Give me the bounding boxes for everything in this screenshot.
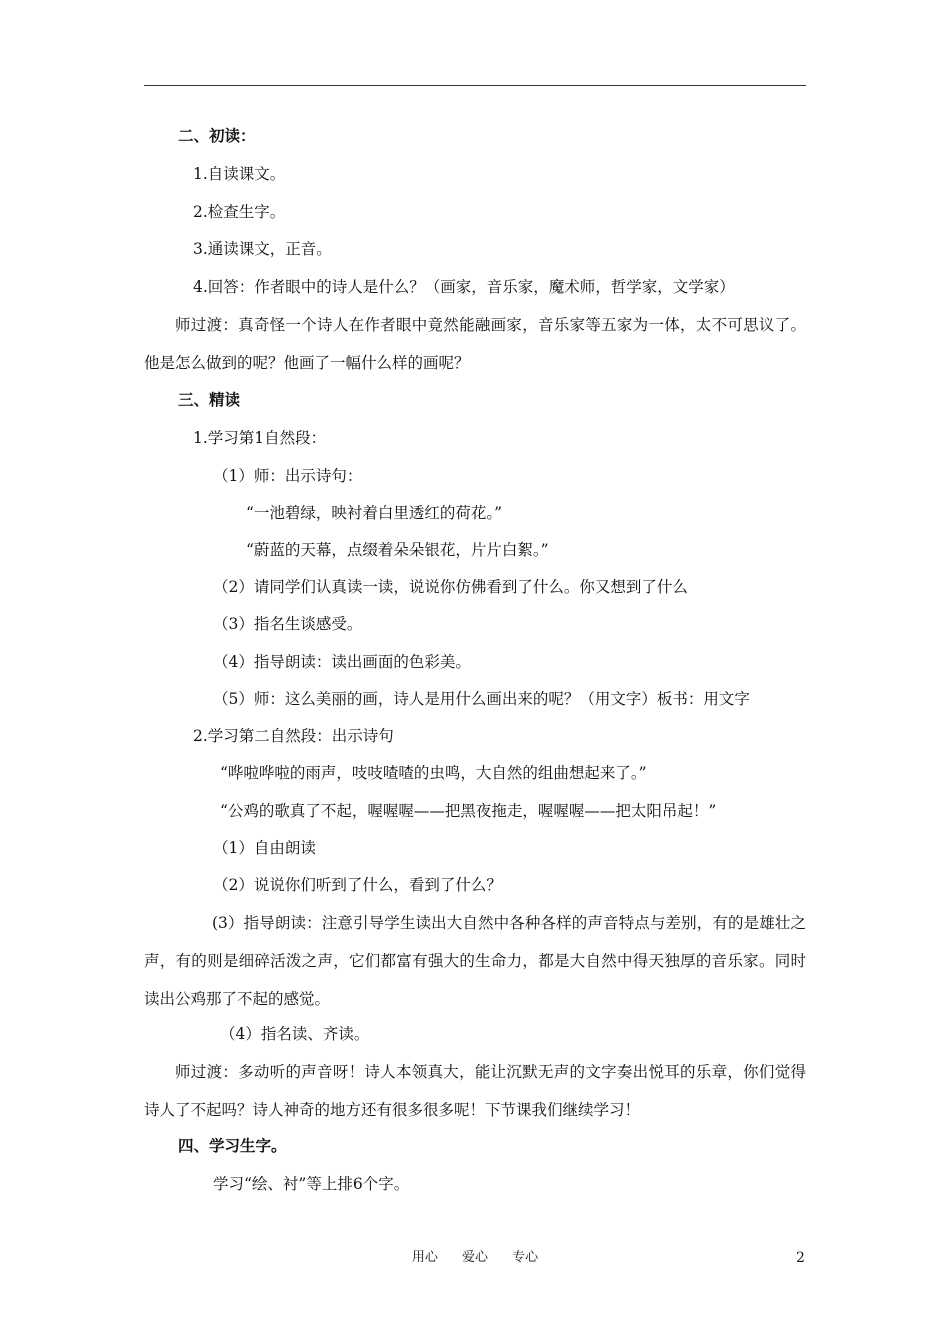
section-heading-characters: 四、学习生字。 bbox=[178, 1136, 287, 1155]
list-item: 1.自读课文。 bbox=[193, 165, 286, 183]
list-item: （2）说说你们听到了什么，看到了什么？ bbox=[213, 876, 502, 894]
poem-quote: “哗啦哗啦的雨声，吱吱喳喳的虫鸣，大自然的组曲想起来了。” bbox=[220, 764, 647, 782]
list-item: （2）请同学们认真读一读，说说你仿佛看到了什么。你又想到了什么 bbox=[213, 578, 688, 596]
transition-paragraph: 师过渡：真奇怪一个诗人在作者眼中竟然能融画家，音乐家等五家为一体，太不可思议了。他是怎么做到的呢？他画了一幅什么样的画呢？ bbox=[144, 316, 806, 372]
footer-word: 爱心 bbox=[461, 1250, 488, 1265]
page-number: 2 bbox=[796, 1250, 805, 1266]
footer-word: 用心 bbox=[411, 1250, 438, 1265]
header-rule bbox=[144, 85, 806, 86]
subsection-title: 1.学习第1自然段： bbox=[193, 429, 327, 447]
subsection-title: 2.学习第二自然段：出示诗句 bbox=[193, 727, 394, 745]
list-item: （1）师：出示诗句： bbox=[213, 467, 363, 485]
body-text: 学习“绘、衬”等上排6个字。 bbox=[213, 1175, 410, 1193]
section-heading-close-reading: 三、精读 bbox=[178, 390, 241, 409]
guided-reading-paragraph: (3）指导朗读：注意引导学生读出大自然中各种各样的声音特点与差别，有的是雄壮之声，有的则是细碎活泼之声，它们都富有强大的生命力，都是大自然中得天独厚的音乐家。同时读出公鸡那了不起的感觉。 bbox=[144, 914, 806, 1008]
poem-quote: “蔚蓝的天幕，点缀着朵朵银花，片片白絮。” bbox=[246, 541, 549, 559]
list-item: （5）师：这么美丽的画，诗人是用什么画出来的呢？（用文字）板书：用文字 bbox=[213, 690, 750, 708]
footer-word: 专心 bbox=[512, 1250, 539, 1265]
transition-paragraph: 师过渡：多动听的声音呀！诗人本领真大，能让沉默无声的文字奏出悦耳的乐章，你们觉得诗人了不起吗？诗人神奇的地方还有很多很多呢！下节课我们继续学习！ bbox=[144, 1063, 806, 1119]
list-item: （1）自由朗读 bbox=[213, 839, 316, 857]
list-item: （3）指名生谈感受。 bbox=[213, 615, 363, 633]
list-item: （4）指名读、齐读。 bbox=[220, 1025, 370, 1043]
list-item: 2.检查生字。 bbox=[193, 203, 286, 221]
list-item: 4.回答：作者眼中的诗人是什么？（画家，音乐家，魔术师，哲学家，文学家） bbox=[193, 278, 735, 296]
list-item: （4）指导朗读：读出画面的色彩美。 bbox=[213, 653, 471, 671]
section-heading-first-reading: 二、初读： bbox=[178, 126, 256, 145]
list-item: 3.通读课文，正音。 bbox=[193, 240, 332, 258]
footer bbox=[0, 1249, 950, 1267]
poem-quote: “一池碧绿，映衬着白里透红的荷花。” bbox=[246, 504, 503, 522]
poem-quote: “公鸡的歌真了不起，喔喔喔——把黑夜拖走，喔喔喔——把太阳吊起！” bbox=[220, 802, 717, 820]
